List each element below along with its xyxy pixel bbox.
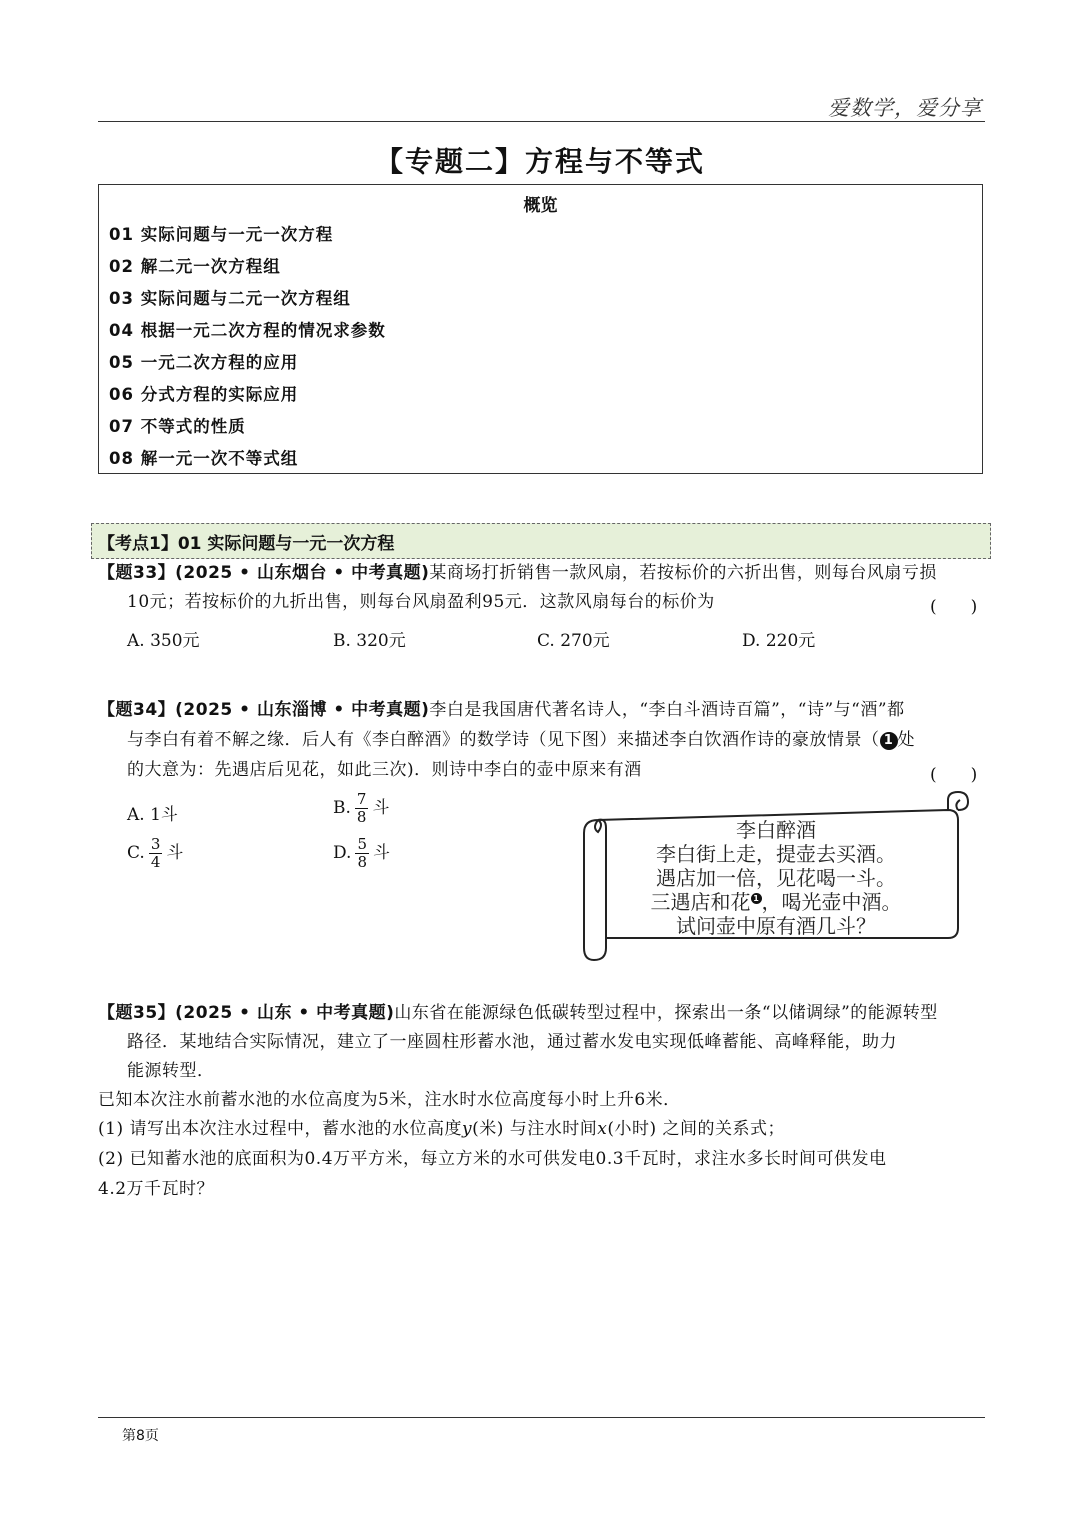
option-label: A. (127, 805, 145, 825)
q33-line1 (98, 563, 937, 583)
q33-text1: 某商场打折销售一款风扇，若按标价的六折出售，则每台风扇亏损 (429, 563, 937, 583)
fraction (149, 836, 163, 871)
poem-line (608, 890, 944, 914)
q33-option-d: D. 220元 (742, 631, 816, 651)
overview-item: 04 根据一元二次方程的情况求参数 (109, 321, 386, 340)
fraction-denominator: 8 (357, 853, 367, 871)
q35-line1 (98, 1003, 938, 1023)
q33-option-c: C. 270元 (537, 631, 610, 651)
note-marker-icon: 1 (880, 732, 898, 750)
q34-head: 【题34】(2025 • 山东淄博 • 中考真题) (98, 700, 430, 720)
q35-head: 【题35】(2025 • 山东 • 中考真题) (98, 1003, 395, 1023)
q35-sub1-text: (小时) 之间的关系式； (607, 1119, 786, 1139)
q35-line3: 能源转型． (127, 1061, 215, 1081)
option-unit: 斗 (372, 798, 390, 818)
overview-item: 07 不等式的性质 (109, 417, 246, 436)
overview-box (98, 184, 983, 474)
variable-x: x (597, 1119, 608, 1139)
q34-option-d (333, 836, 390, 871)
option-label: D. (333, 843, 352, 863)
overview-item: 02 解二元一次方程组 (109, 257, 281, 276)
q33-line2: 10元；若按标价的九折出售，则每台风扇盈利95元．这款风扇每台的标价为 (127, 592, 715, 612)
option-label: C. (127, 843, 145, 863)
fraction-numerator: 5 (357, 835, 367, 853)
q34-line1 (98, 700, 905, 720)
poem-line: 李白街上走，提壶去买酒。 (656, 842, 896, 866)
header-slogan: 爱数学，爱分享 (828, 96, 982, 120)
overview-heading: 概览 (523, 196, 558, 216)
poem-title: 李白醉酒 (736, 818, 816, 842)
overview-item: 06 分式方程的实际应用 (109, 385, 299, 404)
q35-sub2a: (2) 已知蓄水池的底面积为0.4万平方米，每立方米的水可供发电0.3千瓦时，求注水多长时间可供发电 (98, 1149, 887, 1169)
q33-head: 【题33】(2025 • 山东烟台 • 中考真题) (98, 563, 430, 583)
poem-line-part: 三遇店和花 (650, 890, 751, 914)
overview-item: 08 解一元一次不等式组 (109, 449, 299, 468)
fraction (355, 836, 369, 871)
poem-line-part: ，喝光壶中酒。 (761, 890, 902, 914)
overview-item: 01 实际问题与一元一次方程 (109, 225, 334, 244)
poem-line: 试问壶中原有酒几斗？ (676, 914, 876, 938)
q34-option-c (127, 836, 183, 871)
option-unit: 斗 (372, 843, 390, 863)
poem-line: 遇店加一倍，见花喝一斗。 (656, 866, 896, 890)
q34-option-b (333, 791, 389, 826)
fraction (355, 791, 369, 826)
fraction-numerator: 3 (150, 835, 161, 853)
page-number: 第8页 (122, 1428, 159, 1444)
header-rule (98, 121, 985, 122)
q33-option-b: B. 320元 (333, 631, 406, 651)
fraction-denominator: 4 (150, 853, 161, 871)
q35-text1: 山东省在能源绿色低碳转型过程中，探索出一条“以储调绿”的能源转型 (394, 1003, 938, 1023)
option-label: B. (333, 798, 351, 818)
fraction-numerator: 7 (356, 790, 367, 808)
option-unit: 斗 (166, 843, 184, 863)
q35-line4: 已知本次注水前蓄水池的水位高度为5米，注水时水位高度每小时上升6米． (98, 1090, 681, 1110)
q33-option-a: A. 350元 (127, 631, 200, 651)
q35-line2: 路径．某地结合实际情况，建立了一座圆柱形蓄水池，通过蓄水发电实现低峰蓄能、高峰释能，助力 (127, 1032, 897, 1052)
footer-rule (98, 1417, 985, 1418)
poem-text (608, 818, 944, 938)
q34-option-a (127, 800, 178, 825)
q34-line3: 的大意为：先遇店后见花，如此三次)．则诗中李白的壶中原来有酒 (127, 760, 642, 780)
overview-item: 03 实际问题与二元一次方程组 (109, 289, 351, 308)
q35-sub1-text: (1) 请写出本次注水过程中，蓄水池的水位高度 (98, 1119, 462, 1139)
note-marker-icon: 1 (751, 893, 762, 904)
q34-text2b: 处 (897, 730, 915, 750)
q35-sub1-text: (米) 与注水时间 (472, 1119, 598, 1139)
option-text: 1斗 (150, 805, 178, 825)
q34-line2 (127, 730, 915, 750)
q34-text1: 李白是我国唐代著名诗人，“李白斗酒诗百篇”，“诗”与“酒”都 (429, 700, 905, 720)
q33-answer-paren: ( ) (930, 597, 978, 617)
fraction-denominator: 8 (356, 808, 367, 826)
variable-y: y (461, 1119, 473, 1139)
q34-text2a: 与李白有着不解之缘．后人有《李白醉酒》的数学诗（见下图）来描述李白饮酒作诗的豪放情景（ (127, 730, 880, 750)
section-banner: 【考点1】01 实际问题与一元一次方程 (91, 523, 991, 559)
q35-sub2b: 4.2万千瓦时？ (98, 1179, 215, 1199)
page-title: 【专题二】方程与不等式 (374, 145, 705, 178)
q35-sub1 (98, 1119, 785, 1139)
overview-item: 05 一元二次方程的应用 (109, 353, 299, 372)
q34-answer-paren: ( ) (930, 765, 978, 785)
